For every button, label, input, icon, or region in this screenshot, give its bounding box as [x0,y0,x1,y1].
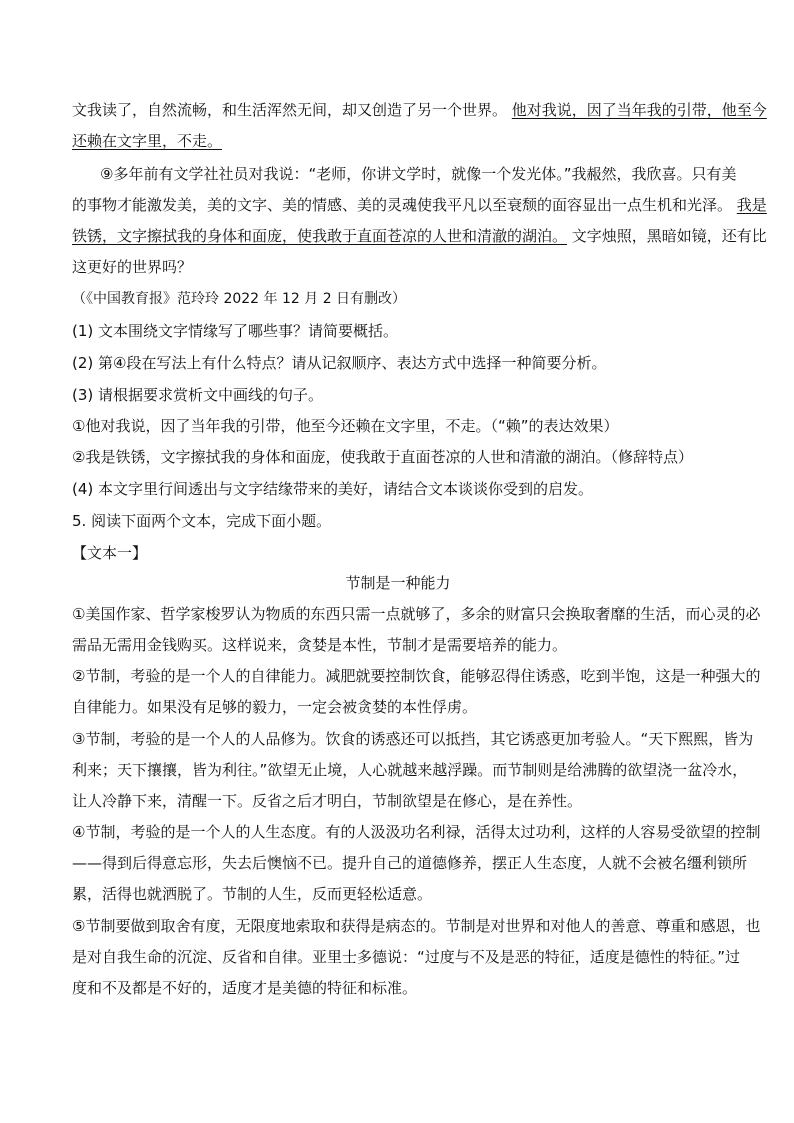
underlined-sentence-1-end: 还赖在文字里，不走。 [72,132,223,150]
article-line: 自律能力。如果没有足够的毅力，一定会被贪婪的本性俘虏。 [72,698,478,716]
article-line: 度和不及都是不好的，适度才是美德的特征和标准。 [72,979,418,997]
paragraph-9-line-1: ⑨多年前有文学社社员对我说：“老师，你讲文学时，就像一个发光体。”我赧然，我欣喜。只有美 [100,165,737,183]
article-line: ——得到后得意忘形，失去后懊恼不已。提升自己的道德修养，摆正人生态度，人就不会被名缰利锁所 [72,854,748,872]
question-3: (3) 请根据要求赏析文中画线的句子。 [72,386,324,404]
paragraph-9-line-3 [72,226,767,246]
paragraph-8-line-1 [72,100,767,120]
underlined-sentence-2: 铁锈，文字擦拭我的身体和面庞，使我敢于直面苍凉的人世和清澈的湖泊。 [72,227,568,245]
paragraph-9-text-cont: 文字烛照，黑暗如镜，还有比 [571,227,767,245]
paragraph-9-line-2 [72,195,767,215]
article-line: 让人冷静下来，清醒一下。反省之后才明白，节制欲望是在修心，是在养性。 [72,792,583,810]
article-line: ①美国作家、哲学家梭罗认为物质的东西只需一点就够了，多余的财富只会换取奢靡的生活，而心灵的必 [72,605,761,623]
article-line: ⑤节制要做到取舍有度，无限度地索取和获得是病态的。节制是对世界和对他人的善意、尊重和感恩，也 [72,917,761,935]
section-5-intro: 5. 阅读下面两个文本，完成下面小题。 [72,512,332,530]
question-1: (1) 文本围绕文字情缘写了哪些事？请简要概括。 [72,322,399,340]
question-3-item-1: ①他对我说，因了当年我的引带，他至今还赖在文字里，不走。（“赖”的表达效果） [72,417,619,435]
article-line: ③节制，考验的是一个人的人品修为。饮食的诱惑还可以抵挡，其它诱惑更加考验人。“天下熙熙，皆为 [72,730,754,748]
paragraph-9-text: 的事物才能激发美，美的文字、美的情感、美的灵魂使我平凡以至衰颓的面容显出一点生机和光泽。 [72,196,733,214]
underlined-sentence-1: 他对我说，因了当年我的引带，他至今 [511,101,767,119]
question-4: (4) 本文字里行间透出与文字结缘带来的美好，请结合文本谈谈你受到的启发。 [72,480,594,498]
article-line: 需品无需用金钱购买。这样说来，贪婪是本性，节制才是需要培养的能力。 [72,636,568,654]
paragraph-8-line-2 [72,131,724,151]
article-title: 节制是一种能力 [345,574,451,592]
underlined-sentence-2-start: 我是 [736,196,767,214]
paragraph-9-line-4: 这更好的世界吗？ [72,258,193,276]
question-3-item-2: ②我是铁锈，文字擦拭我的身体和面庞，使我敢于直面苍凉的人世和清澈的湖泊。（修辞特点） [72,448,693,466]
article-line: ④节制，考验的是一个人的人生态度。有的人汲汲功名利禄，活得太过功利，这样的人容易受欲望的控制 [72,823,761,841]
article-line: 累，活得也就洒脱了。节制的人生，反而更轻松适意。 [72,885,433,903]
source-citation: （《中国教育报》范玲玲 2022 年 12 月 2 日有删改） [72,291,407,307]
question-2: (2) 第④段在写法上有什么特点？请从记叙顺序、表达方式中选择一种简要分析。 [72,354,607,372]
article-line: 是对自我生命的沉淀、反省和自律。亚里士多德说：“过度与不及是恶的特征，适度是德性的特征。”过 [72,948,741,966]
text-one-label: 【文本一】 [72,544,148,562]
article-line: ②节制，考验的是一个人的自律能力。减肥就要控制饮食，能够忍得住诱惑，吃到半饱，这是一种强大的 [72,667,761,685]
article-line: 利来；天下攘攘，皆为利往。”欲望无止境，人心就越来越浮躁。而节制则是给沸腾的欲望浇一盆冷水， [72,761,748,779]
paragraph-8-text: 文我读了，自然流畅，和生活浑然无间，却又创造了另一个世界。 [72,101,508,119]
